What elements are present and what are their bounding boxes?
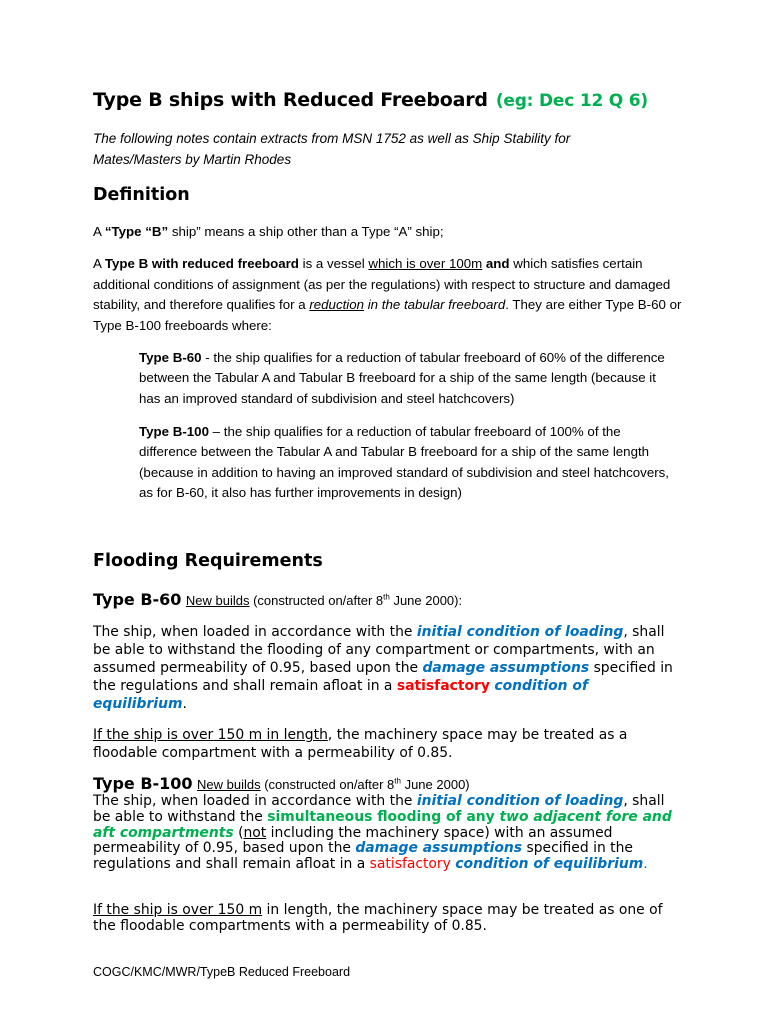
text-run: (	[233, 824, 244, 841]
equilibrium-term: condition of equilibrium	[93, 678, 588, 712]
b60-label: Type B-60	[93, 590, 182, 609]
italic-text: in the tabular freeboard	[364, 297, 506, 312]
intro-note: The following notes contain extracts from MSN 1752 as well as Ship Stability for Mates/Masters by Martin Rhodes	[93, 131, 571, 167]
b100-subheading	[93, 774, 683, 794]
page-footer: COGC/KMC/MWR/TypeB Reduced Freeboard	[93, 965, 351, 979]
page-title	[93, 89, 693, 111]
simultaneous-flooding-term: simultaneous flooding of any	[267, 808, 500, 825]
type-b100-text: – the ship qualifies for a reduction of tabular freeboard of 100% of the difference between the Tabular A and Tabular B freeboard for a ship of the same length (because in addition to having an improved standard of subdivision and steel hatchcovers, as for B-60, it also has further improvements in design)	[139, 424, 669, 500]
text-run: in length, the machinery space may be treated as one of the floodable compartments with a permeability of 0.85.	[93, 902, 663, 934]
b60-subheading	[93, 590, 683, 610]
b60-flooding-paragraph	[93, 623, 683, 713]
text-run: ship” means a ship other than a Type “A” ship;	[168, 224, 444, 239]
underlined-text: which is over 100m	[368, 256, 483, 271]
text-run: June 2000)	[400, 777, 470, 792]
text-run: specified in the regulations and shall remain afloat in a	[93, 840, 633, 873]
bold-and: and	[485, 256, 510, 271]
text-run: The ship, when loaded in accordance with the	[93, 793, 417, 809]
text-run: (constructed on/after 8	[260, 777, 395, 792]
title-exam-reference: (eg: Dec 12 Q 6)	[495, 91, 648, 111]
damage-assumptions-term: damage assumptions	[422, 660, 590, 676]
text-run: The ship, when loaded in accordance with the	[93, 624, 417, 640]
b60-machinery-paragraph	[93, 726, 683, 762]
definition-reduced-freeboard	[93, 254, 683, 336]
text-run: , shall be able to withstand the flooding of any compartment or compartments, with an assumed permeability of 0.95, based upon the	[93, 624, 665, 676]
text-run: . They are either Type B-60 or Type B-100 freeboards where:	[93, 297, 682, 333]
text-run: including the machinery space) with an assumed permeability of 0.95, based upon the	[93, 824, 613, 857]
type-b100-definition	[139, 422, 679, 503]
initial-condition-term: initial condition of loading	[416, 624, 624, 640]
type-b-term: “Type “B”	[104, 224, 169, 239]
type-b60-text: - the ship qualifies for a reduction of tabular freeboard of 60% of the difference between the Tabular A and Tabular B freeboard for a ship of the same length (because it has an improved standard of subdivision and steel hatchcovers)	[139, 350, 665, 406]
underlined-text: If the ship is over 150 m in length	[93, 727, 328, 743]
underlined-reduction: reduction	[309, 297, 365, 312]
text-run: specified in the regulations and shall remain afloat in a	[93, 660, 673, 694]
text-run: A	[93, 256, 105, 271]
underlined-not: not	[243, 824, 267, 841]
equilibrium-term: condition of equilibrium	[455, 856, 644, 873]
term-type-b-reduced: Type B with reduced freeboard	[104, 256, 299, 271]
text-run: (constructed on/after 8	[249, 593, 384, 608]
b100-label: Type B-100	[93, 774, 193, 793]
superscript: th	[383, 592, 390, 602]
text-run: is a vessel	[298, 256, 369, 271]
b100-machinery-paragraph	[93, 903, 683, 935]
underlined-text: If the ship is over 150 m	[93, 902, 263, 918]
text-run: .	[182, 696, 187, 712]
damage-assumptions-term: damage assumptions	[355, 840, 523, 857]
new-builds-label: New builds	[185, 593, 250, 608]
type-b60-label: Type B-60	[139, 350, 202, 365]
type-b60-definition	[139, 348, 679, 409]
text-run: June 2000):	[389, 593, 463, 608]
definition-type-b	[93, 222, 683, 243]
text-run: , shall be able to withstand the	[93, 793, 665, 825]
flooding-heading: Flooding Requirements	[93, 551, 323, 571]
initial-condition-term: initial condition of loading	[416, 793, 624, 809]
superscript: th	[394, 776, 401, 786]
new-builds-label: New builds	[197, 777, 261, 792]
title-text: Type B ships with Reduced Freeboard	[93, 89, 488, 111]
text-run: A	[93, 224, 105, 239]
text-run: , the machinery space may be treated as a floodable compartment with a permeability of 0.85.	[93, 727, 628, 761]
satisfactory-term: satisfactory	[396, 678, 490, 694]
b100-flooding-paragraph	[93, 794, 683, 873]
satisfactory-term: satisfactory	[369, 856, 451, 873]
text-run: which satisfies certain additional conditions of assignment (as per the regulations) with respect to structure and damaged stability, and therefore qualifies for a	[93, 256, 671, 312]
definition-heading: Definition	[93, 185, 190, 205]
text-run: .	[643, 856, 648, 873]
type-b100-label: Type B-100	[139, 424, 209, 439]
two-adjacent-term: two adjacent fore and aft compartments	[93, 808, 672, 841]
